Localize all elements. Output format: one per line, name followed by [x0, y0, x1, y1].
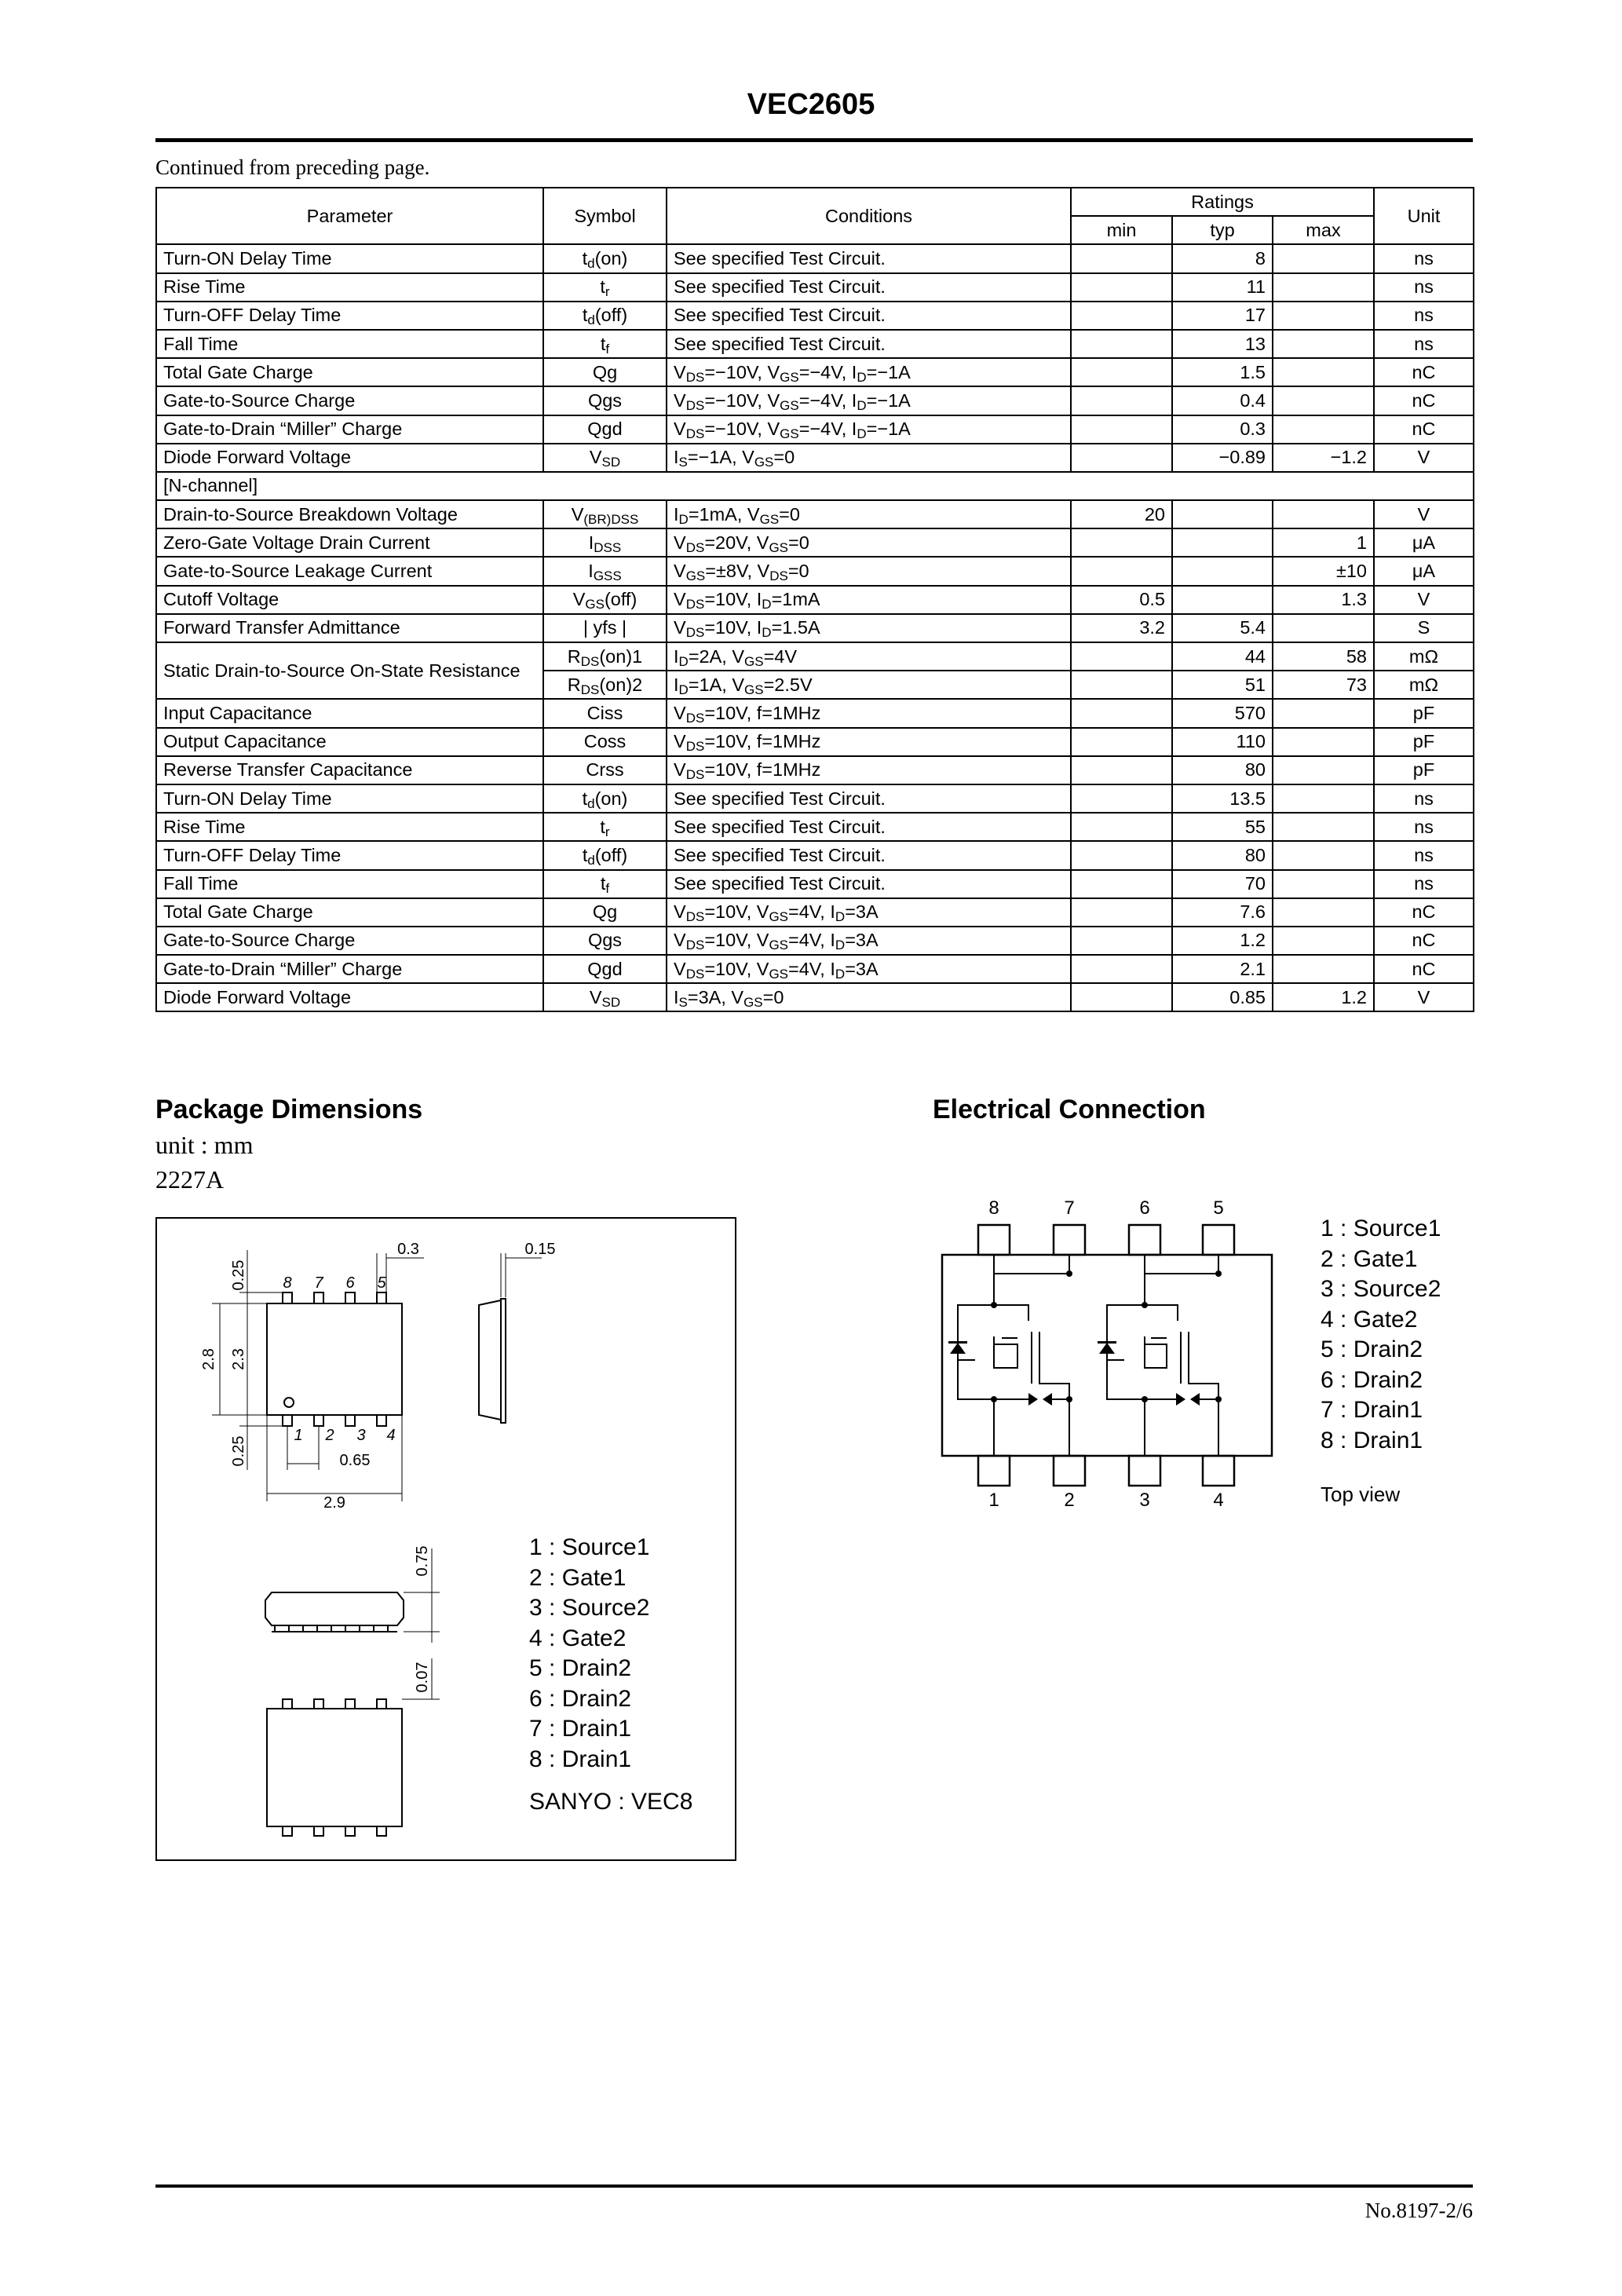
cell-min [1071, 557, 1172, 585]
cell-conditions: See specified Test Circuit. [667, 302, 1071, 330]
table-row [156, 302, 1474, 330]
pin-item: 1 : Source1 [1321, 1216, 1441, 1241]
header-rule [155, 138, 1473, 142]
cell-parameter: Static Drain-to-Source On-State Resistance [156, 642, 543, 699]
cell-min [1071, 841, 1172, 869]
table-row [156, 415, 1474, 444]
cell-typ: 5.4 [1172, 614, 1273, 642]
cell-min [1071, 813, 1172, 841]
pkg-pin-label-top: 6 [345, 1274, 355, 1292]
table-row [156, 273, 1474, 302]
pin-item: 1 : Source1 [529, 1534, 650, 1560]
table-row [156, 756, 1474, 784]
package-front-body [265, 1592, 404, 1625]
cell-unit: nC [1374, 898, 1474, 927]
dim-007: 0.07 [414, 1662, 431, 1693]
cell-parameter: Input Capacitance [156, 699, 543, 727]
pin-item: 6 : Drain2 [1321, 1366, 1423, 1393]
cell-min [1071, 358, 1172, 386]
cell-max [1273, 358, 1374, 386]
table-header-row [156, 188, 1474, 216]
cell-unit: pF [1374, 699, 1474, 727]
cell-conditions: $I_S=3A$, $V_{GS}=0$ [667, 983, 1071, 1011]
cell-max [1273, 813, 1374, 841]
cell-unit: pF [1374, 728, 1474, 756]
pin-item: 7 : Drain1 [1321, 1397, 1423, 1423]
table-row [156, 898, 1474, 927]
header-min: min [1071, 216, 1172, 244]
cell-min [1071, 983, 1172, 1011]
cell-conditions: $I_D=2A$, $V_{GS}=4V$ [667, 642, 1071, 671]
cell-unit: μA [1374, 528, 1474, 557]
pkg-pin-label-top: 7 [314, 1274, 323, 1292]
cell-parameter: Cutoff Voltage [156, 586, 543, 614]
cell-unit: S [1374, 614, 1474, 642]
cell-symbol: $V_{SD}$ [543, 444, 667, 472]
dim-03: 0.3 [397, 1241, 419, 1258]
dim-23: 2.3 [230, 1348, 247, 1370]
cell-typ: 2.1 [1172, 955, 1273, 983]
cell-unit: ns [1374, 273, 1474, 302]
cell-max [1273, 415, 1374, 444]
cell-max: −1.2 [1273, 444, 1374, 472]
conn-pin-label-top: 7 [1064, 1197, 1075, 1219]
cell-conditions: $V_{DS}=-10V$, $V_{GS}=-4V$, $I_D=-1A$ [667, 415, 1071, 444]
cell-conditions: $V_{DS}=10V$, $V_{GS}=4V$, $I_D=3A$ [667, 955, 1071, 983]
pin-item: 6 : Drain2 [529, 1685, 632, 1712]
cell-unit: nC [1374, 415, 1474, 444]
cell-conditions: See specified Test Circuit. [667, 784, 1071, 813]
cell-typ: 13.5 [1172, 784, 1273, 813]
cell-min [1071, 870, 1172, 898]
header-symbol: Symbol [543, 188, 667, 244]
dim-29: 2.9 [323, 1494, 345, 1512]
table-row [156, 699, 1474, 727]
package-maker: SANYO : VEC8 [529, 1789, 693, 1815]
cell-max [1273, 870, 1374, 898]
cell-symbol: Qgd [543, 415, 667, 444]
table-row [156, 642, 1474, 671]
cell-conditions: See specified Test Circuit. [667, 244, 1071, 272]
header-max: max [1273, 216, 1374, 244]
cell-max: 73 [1273, 671, 1374, 699]
cell-unit: nC [1374, 955, 1474, 983]
table-row [156, 784, 1474, 813]
cell-max [1273, 302, 1374, 330]
table-body [156, 244, 1474, 1011]
cell-min [1071, 444, 1172, 472]
cell-conditions: $V_{DS}=-10V$, $V_{GS}=-4V$, $I_D=-1A$ [667, 386, 1071, 415]
cell-min [1071, 927, 1172, 955]
cell-symbol: Qgd [543, 955, 667, 983]
cell-max [1273, 728, 1374, 756]
package-code: 2227A [155, 1165, 225, 1194]
cell-typ: 1.5 [1172, 358, 1273, 386]
cell-conditions: $V_{DS}=20V$, $V_{GS}=0$ [667, 528, 1071, 557]
cell-typ: 0.85 [1172, 983, 1273, 1011]
cell-parameter: Fall Time [156, 330, 543, 358]
cell-typ: 13 [1172, 330, 1273, 358]
cell-typ [1172, 528, 1273, 557]
cell-unit: ns [1374, 784, 1474, 813]
table-row [156, 528, 1474, 557]
table-row [156, 330, 1474, 358]
pkg-pin-label-bottom: 2 [325, 1427, 334, 1444]
table-row [156, 244, 1474, 272]
connection-pin-list [1321, 1214, 1441, 1456]
cell-conditions: $V_{DS}=10V$, f=1MHz [667, 728, 1071, 756]
cell-conditions: See specified Test Circuit. [667, 273, 1071, 302]
cell-max: 58 [1273, 642, 1374, 671]
cell-parameter: Rise Time [156, 813, 543, 841]
cell-symbol: Crss [543, 756, 667, 784]
cell-min [1071, 728, 1172, 756]
zener-2 [1176, 1393, 1185, 1406]
table-row [156, 358, 1474, 386]
cell-symbol: Qgs [543, 386, 667, 415]
table-row [156, 500, 1474, 528]
cell-unit: μA [1374, 557, 1474, 585]
cell-symbol: $t_d(on)$ [543, 784, 667, 813]
cell-typ: 17 [1172, 302, 1273, 330]
footer-rule [155, 2184, 1473, 2188]
table-row [156, 586, 1474, 614]
table-row [156, 841, 1474, 869]
cell-typ: 51 [1172, 671, 1273, 699]
cell-unit: V [1374, 500, 1474, 528]
cell-typ: 70 [1172, 870, 1273, 898]
cell-symbol: $t_f$ [543, 870, 667, 898]
cell-min [1071, 330, 1172, 358]
cell-unit: ns [1374, 813, 1474, 841]
cell-symbol: $t_d(off)$ [543, 841, 667, 869]
cell-parameter: Diode Forward Voltage [156, 983, 543, 1011]
dim-065: 0.65 [339, 1452, 371, 1469]
cell-parameter: Turn-OFF Delay Time [156, 841, 543, 869]
pkg-pin-label-bottom: 3 [356, 1427, 366, 1444]
cell-unit: nC [1374, 927, 1474, 955]
cell-min [1071, 955, 1172, 983]
diode-1 [950, 1343, 966, 1354]
cell-symbol: $t_f$ [543, 330, 667, 358]
cell-symbol: $R_{DS}(on)1$ [543, 642, 667, 671]
cell-max [1273, 784, 1374, 813]
table-row [156, 728, 1474, 756]
cell-conditions: $I_D=1mA$, $V_{GS}=0$ [667, 500, 1071, 528]
package-bottom-body [267, 1709, 402, 1826]
pin-item: 8 : Drain1 [529, 1746, 632, 1772]
cell-typ: 80 [1172, 841, 1273, 869]
cell-parameter: Gate-to-Drain “Miller” Charge [156, 955, 543, 983]
table-row [156, 813, 1474, 841]
cell-min [1071, 699, 1172, 727]
cell-max: 1 [1273, 528, 1374, 557]
cell-typ: 110 [1172, 728, 1273, 756]
dim-075: 0.75 [414, 1545, 431, 1577]
cell-unit: ns [1374, 330, 1474, 358]
section-row [156, 472, 1474, 500]
cell-parameter: Turn-ON Delay Time [156, 784, 543, 813]
cell-unit: ns [1374, 244, 1474, 272]
cell-unit: V [1374, 586, 1474, 614]
conn-pin-label-top: 5 [1213, 1197, 1224, 1219]
cell-max [1273, 841, 1374, 869]
table-row [156, 444, 1474, 472]
cell-unit: ns [1374, 870, 1474, 898]
cell-max [1273, 756, 1374, 784]
dim-28: 2.8 [200, 1348, 217, 1370]
table-row [156, 955, 1474, 983]
dim-015: 0.15 [524, 1241, 556, 1258]
cell-unit: mΩ [1374, 671, 1474, 699]
cell-conditions: $V_{DS}=-10V$, $V_{GS}=-4V$, $I_D=-1A$ [667, 358, 1071, 386]
cell-min [1071, 898, 1172, 927]
package-unit: unit : mm [155, 1131, 254, 1159]
header-conditions: Conditions [667, 188, 1071, 244]
conn-pin-label-bottom: 2 [1064, 1490, 1075, 1511]
cell-symbol: $t_d(off)$ [543, 302, 667, 330]
cell-symbol: Qg [543, 358, 667, 386]
top-view-label: Top view [1321, 1483, 1401, 1506]
cell-max [1273, 898, 1374, 927]
cell-max [1273, 955, 1374, 983]
pin-item: 2 : Gate1 [1321, 1245, 1418, 1272]
package-drawing-frame [155, 1217, 736, 1861]
cell-max [1273, 330, 1374, 358]
cell-max [1273, 386, 1374, 415]
dim-025-bottom: 0.25 [230, 1435, 247, 1467]
cell-symbol: $V_{(BR)DSS}$ [543, 500, 667, 528]
cell-typ: 44 [1172, 642, 1273, 671]
cell-max [1273, 273, 1374, 302]
conn-pin-label-bottom: 4 [1213, 1490, 1224, 1511]
electrical-connection-diagram [926, 1187, 1335, 1517]
page-number: No.8197-2/6 [1364, 2199, 1473, 2222]
table-row [156, 983, 1474, 1011]
cell-min: 0.5 [1071, 586, 1172, 614]
cell-typ: 8 [1172, 244, 1273, 272]
header-unit: Unit [1374, 188, 1474, 244]
cell-parameter: Gate-to-Source Charge [156, 386, 543, 415]
conn-pin-label-bottom: 1 [988, 1490, 999, 1511]
cell-max [1273, 614, 1374, 642]
cell-conditions: $V_{DS}=10V$, $I_D=1.5A$ [667, 614, 1071, 642]
spec-table [155, 187, 1474, 1012]
cell-symbol: $t_r$ [543, 813, 667, 841]
cell-conditions: $V_{DS}=10V$, $V_{GS}=4V$, $I_D=3A$ [667, 927, 1071, 955]
table-row [156, 927, 1474, 955]
cell-unit: ns [1374, 302, 1474, 330]
cell-conditions: $V_{DS}=10V$, $V_{GS}=4V$, $I_D=3A$ [667, 898, 1071, 927]
cell-parameter: Turn-OFF Delay Time [156, 302, 543, 330]
cell-min [1071, 244, 1172, 272]
cell-symbol: $V_{GS}(off)$ [543, 586, 667, 614]
cell-max: 1.3 [1273, 586, 1374, 614]
cell-min: 3.2 [1071, 614, 1172, 642]
cell-symbol: Ciss [543, 699, 667, 727]
cell-symbol: $I_{DSS}$ [543, 528, 667, 557]
cell-unit: nC [1374, 386, 1474, 415]
cell-symbol: Qg [543, 898, 667, 927]
pkg-pin-label-top: 8 [283, 1274, 292, 1292]
cell-conditions: See specified Test Circuit. [667, 841, 1071, 869]
pin-item: 5 : Drain2 [529, 1655, 632, 1681]
table-row [156, 614, 1474, 642]
cell-typ: −0.89 [1172, 444, 1273, 472]
pin-item: 3 : Source2 [529, 1595, 650, 1621]
cell-min [1071, 756, 1172, 784]
cell-parameter: Total Gate Charge [156, 898, 543, 927]
cell-parameter: Gate-to-Source Charge [156, 927, 543, 955]
cell-typ: 55 [1172, 813, 1273, 841]
cell-min [1071, 642, 1172, 671]
cell-parameter: Zero-Gate Voltage Drain Current [156, 528, 543, 557]
document-title: VEC2605 [747, 88, 875, 121]
zener-1 [1028, 1393, 1038, 1406]
cell-symbol: Qgs [543, 927, 667, 955]
continued-note: Continued from preceding page. [155, 155, 430, 179]
cell-unit: ns [1374, 841, 1474, 869]
cell-symbol: $R_{DS}(on)2$ [543, 671, 667, 699]
cell-conditions: See specified Test Circuit. [667, 813, 1071, 841]
cell-max: ±10 [1273, 557, 1374, 585]
cell-max [1273, 500, 1374, 528]
cell-max [1273, 244, 1374, 272]
diode-2 [1099, 1343, 1115, 1354]
conn-pin-label-top: 6 [1139, 1197, 1150, 1219]
cell-parameter: Forward Transfer Admittance [156, 614, 543, 642]
cell-conditions: $V_{DS}=10V$, f=1MHz [667, 699, 1071, 727]
cell-parameter: Gate-to-Source Leakage Current [156, 557, 543, 585]
cell-typ: 570 [1172, 699, 1273, 727]
cell-min [1071, 784, 1172, 813]
cell-min: 20 [1071, 500, 1172, 528]
header-parameter: Parameter [156, 188, 543, 244]
pkg-pin-label-bottom: 4 [386, 1427, 396, 1444]
table-row [156, 386, 1474, 415]
cell-min [1071, 386, 1172, 415]
header-ratings: Ratings [1071, 188, 1374, 216]
cell-unit: V [1374, 444, 1474, 472]
cell-min [1071, 415, 1172, 444]
header-typ: typ [1172, 216, 1273, 244]
cell-min [1071, 671, 1172, 699]
n-channel-label: [N-channel] [156, 472, 1474, 500]
cell-parameter: Rise Time [156, 273, 543, 302]
cell-min [1071, 302, 1172, 330]
cell-parameter: Fall Time [156, 870, 543, 898]
cell-max [1273, 927, 1374, 955]
cell-parameter: Drain-to-Source Breakdown Voltage [156, 500, 543, 528]
cell-typ: 80 [1172, 756, 1273, 784]
table-row [156, 557, 1474, 585]
cell-conditions: $I_S=-1A$, $V_{GS}=0$ [667, 444, 1071, 472]
cell-symbol: $t_r$ [543, 273, 667, 302]
cell-parameter: Total Gate Charge [156, 358, 543, 386]
pkg-pin-label-top: 5 [377, 1274, 386, 1292]
conn-pin-label-bottom: 3 [1139, 1490, 1150, 1511]
pin-item: 4 : Gate2 [1321, 1306, 1418, 1333]
cell-unit: V [1374, 983, 1474, 1011]
cell-typ: 7.6 [1172, 898, 1273, 927]
cell-unit: nC [1374, 358, 1474, 386]
cell-typ: 0.3 [1172, 415, 1273, 444]
cell-typ [1172, 500, 1273, 528]
cell-typ: 1.2 [1172, 927, 1273, 955]
pin-item: 2 : Gate1 [529, 1564, 627, 1591]
cell-typ [1172, 557, 1273, 585]
cell-max [1273, 699, 1374, 727]
cell-symbol: | yfs | [543, 614, 667, 642]
pin-item: 8 : Drain1 [1321, 1427, 1423, 1453]
cell-conditions: $V_{DS}=10V$, $I_D=1mA$ [667, 586, 1071, 614]
cell-conditions: $V_{DS}=10V$, f=1MHz [667, 756, 1071, 784]
pkg-pin-label-bottom: 1 [294, 1427, 303, 1444]
cell-symbol: Coss [543, 728, 667, 756]
cell-typ: 0.4 [1172, 386, 1273, 415]
pin-item: 7 : Drain1 [529, 1716, 632, 1742]
package-title: Package Dimensions [155, 1095, 423, 1124]
connection-title: Electrical Connection [933, 1095, 1206, 1124]
cell-parameter: Turn-ON Delay Time [156, 244, 543, 272]
cell-symbol: $t_d(on)$ [543, 244, 667, 272]
cell-unit: mΩ [1374, 642, 1474, 671]
pin1-marker [284, 1398, 294, 1407]
cell-parameter: Output Capacitance [156, 728, 543, 756]
cell-conditions: $I_D=1A$, $V_{GS}=2.5V$ [667, 671, 1071, 699]
cell-min [1071, 528, 1172, 557]
cell-conditions: See specified Test Circuit. [667, 870, 1071, 898]
package-pin-list [529, 1533, 692, 1818]
cell-max: 1.2 [1273, 983, 1374, 1011]
pin-item: 4 : Gate2 [529, 1625, 627, 1651]
cell-conditions: See specified Test Circuit. [667, 330, 1071, 358]
pin-item: 5 : Drain2 [1321, 1336, 1423, 1362]
cell-parameter: Gate-to-Drain “Miller” Charge [156, 415, 543, 444]
dim-025-top: 0.25 [230, 1260, 247, 1291]
package-side-body [479, 1300, 501, 1420]
cell-typ: 11 [1172, 273, 1273, 302]
cell-unit: pF [1374, 756, 1474, 784]
cell-symbol: $I_{GSS}$ [543, 557, 667, 585]
cell-conditions: $V_{GS}=\pm 8V$, $V_{DS}=0$ [667, 557, 1071, 585]
conn-pin-label-top: 8 [988, 1197, 999, 1219]
cell-parameter: Reverse Transfer Capacitance [156, 756, 543, 784]
cell-parameter: Diode Forward Voltage [156, 444, 543, 472]
cell-symbol: $V_{SD}$ [543, 983, 667, 1011]
cell-min [1071, 273, 1172, 302]
cell-typ [1172, 586, 1273, 614]
table-row [156, 870, 1474, 898]
pin-item: 3 : Source2 [1321, 1276, 1441, 1302]
